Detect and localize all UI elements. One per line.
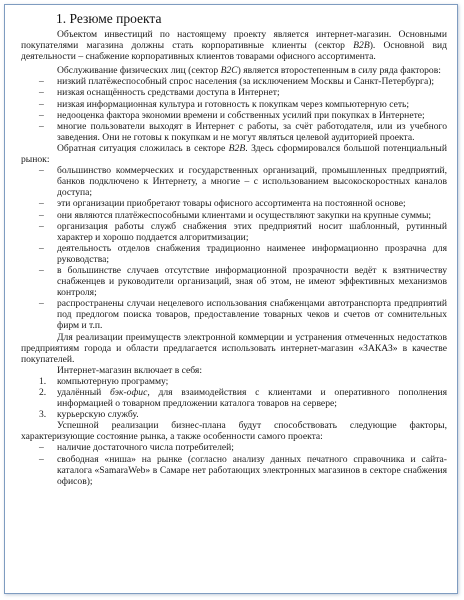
list-item: – недооценка фактора экономии времени и собственных усилий при покупках в Интернете; [21,110,447,121]
list-item: – организация работы служб снабжения этих предприятий носит шаблонный, рутинный характер и хорошо поддается алгоритмизации; [21,221,447,243]
list-item: – низкая оснащённость средствами доступа в Интернет; [21,87,447,98]
list-item: – распространены случаи нецелевого использования снабженцами автотранспорта предприятий под предлогом поиска товаров, предоставление товарных чеков и счетов от сомнительных фирм и т.п. [21,298,447,331]
list-item: – эти организации приобретают товары офисного ассортимента на постоянной основе; [21,198,447,209]
paragraph-success-factors: Успешной реализации бизнес-плана будут способствовать следующие факторы, характеризующие состояние рынка, а также особенности самого проекта: [21,420,447,443]
paragraph-b2c: Обслуживание физических лиц (сектор B2C) является второстепенным в силу ряда факторов: [57,65,441,77]
list-item: – низкая информационная культура и готовность к покупкам через компьютерную сеть; [21,99,447,110]
document-page [4,4,458,594]
list-text: удалённый бэк-офис, для взаимодействия с клиентами и оперативного пополнения информацией о товарном предложении каталога товаров на сервере; [57,387,447,410]
components-list [21,376,447,420]
list-number: 2. [39,387,47,398]
list-item [21,409,447,420]
list-item [21,376,447,387]
list-item [21,387,447,409]
list-item: – большинство коммерческих и государственных организаций, промышленных предприятий, банков подключено к Интернету, а многие – с использованием высокоскоростных каналов доступа; [21,165,447,198]
list-number: 3. [39,409,47,421]
paragraph-includes: Интернет-магазин включает в себя: [57,364,202,376]
list-item: – в большинстве случаев отсутствие информационной прозрачности ведёт к взятничеству снабженцев и руководители организаций, зная об этом, не имеют эффективных механизмов контроля; [21,265,447,298]
section-heading: 1. Резюме проекта [56,11,162,26]
list-text: компьютерную программу; [57,375,169,387]
list-item: – свободная «ниша» на рынке (согласно анализу данных печатного справочника и сайта-каталога «SamaraWeb» в Самаре нет работающих электронных магазинов в секторе снабжения офисов); [21,454,447,487]
list-item: – низкий платёжеспособный спрос населения (за исключением Москвы и Санкт-Петербурга); [21,76,447,87]
b2b-market-list [21,165,447,331]
paragraph-investment: Объектом инвестиций по настоящему проекту является интернет-магазин. Основными покупателями магазина должны стать корпоративные клиенты (сектор B2B). Основной вид деятельности – снабжение корпоративных клиентов товарами офисного ассортимента. [21,29,447,63]
document-body [21,25,447,487]
list-item: – деятельность отделов снабжения традиционно наименее информационно прозрачна для руководства; [21,243,447,265]
list-number: 1. [39,375,47,387]
paragraph-b2b: Обратная ситуация сложилась в секторе B2B. Здесь сформировался большой потенциальный рынок: [21,142,447,166]
list-text: курьерскую службу. [57,409,139,421]
list-item: – наличие достаточного числа потребителей; [21,442,447,453]
b2c-factors-list [21,76,447,143]
list-item: – они являются платёжеспособными клиентами и осуществляют закупки на крупные суммы; [21,210,447,221]
list-item: – многие пользователи выходят в Интернет с работы, за счёт работодателя, или из учебного заведения. Они не готовы к покупкам и не могут являться целевой аудиторией проекта. [21,121,447,143]
success-factors-list [21,442,447,486]
paragraph-proposal: Для реализации преимуществ электронной коммерции и устранения отмеченных недостатков предприятиям города и области предлагается использовать интернет-магазин «ЗАКАЗ» в качестве покупателей. [21,331,447,365]
